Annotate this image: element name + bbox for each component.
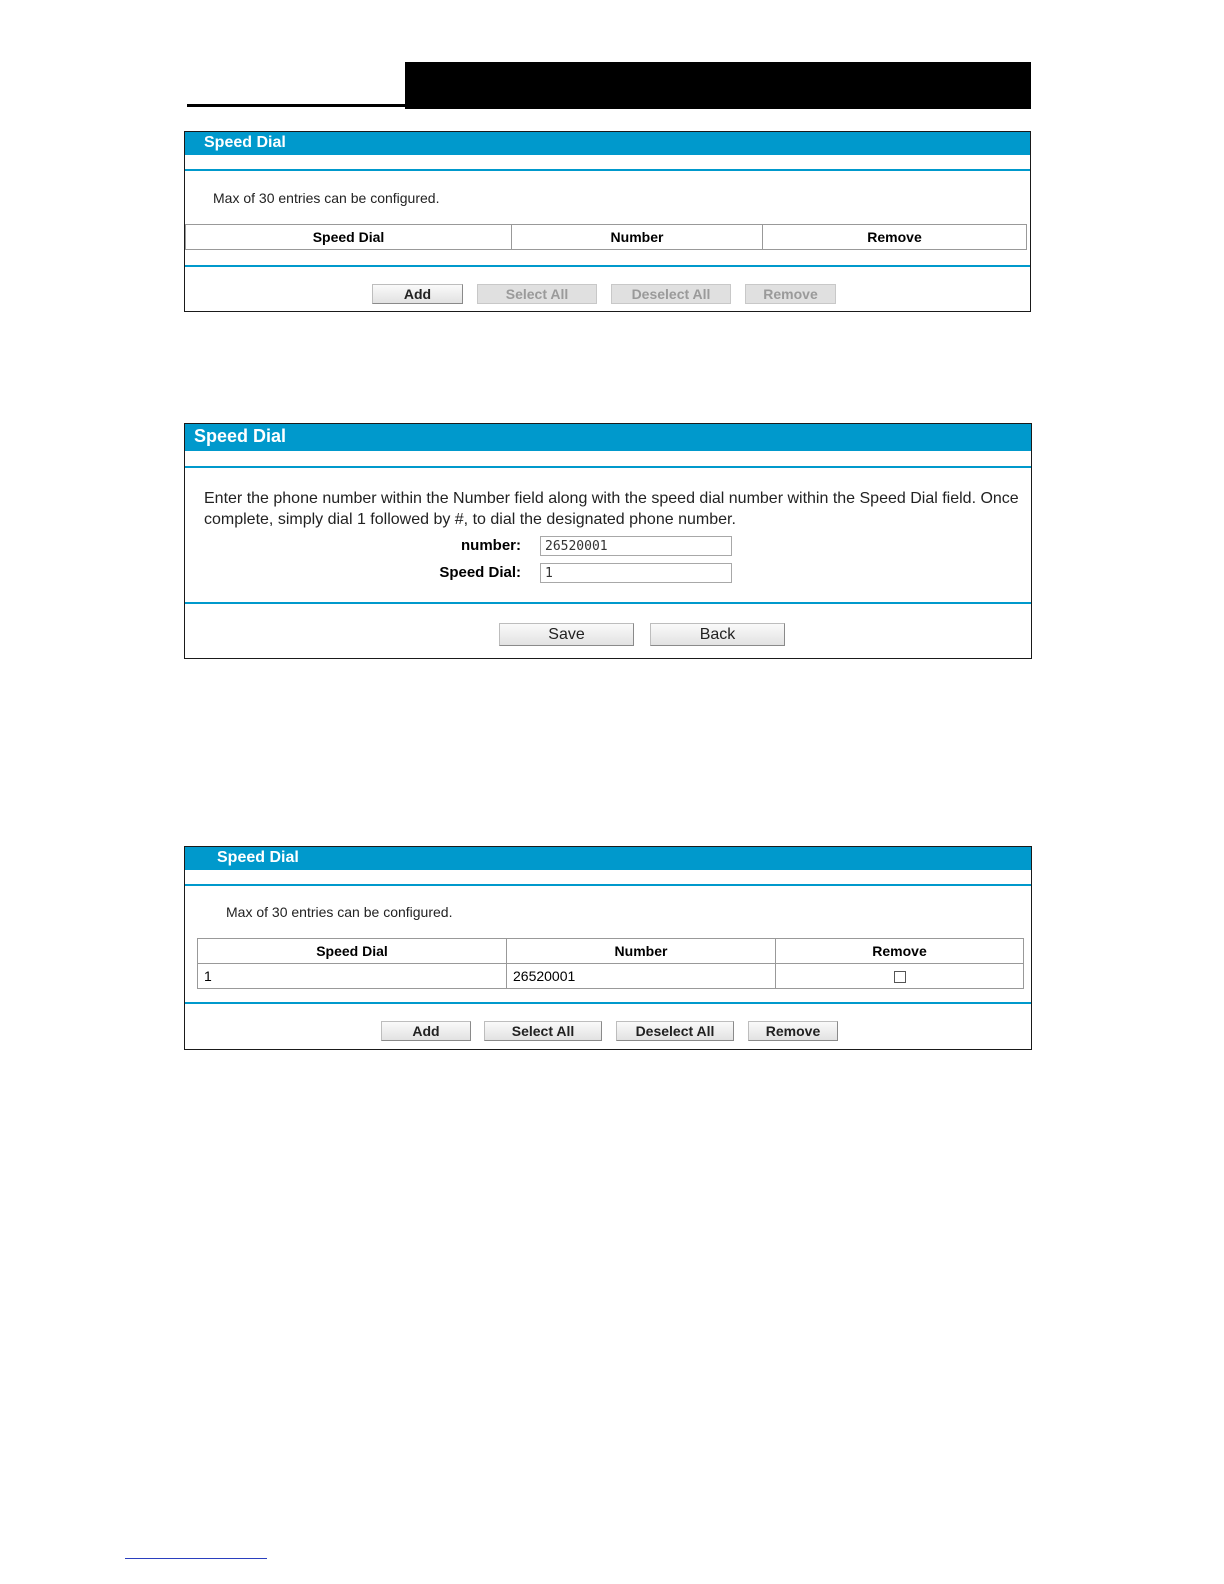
table-header-row [186, 225, 1027, 250]
instructions-line-1: Enter the phone number within the Number field along with the speed dial number within the Speed Dial field. Once [204, 490, 1019, 507]
header-rule [187, 104, 407, 107]
remove-cell [776, 964, 1024, 989]
speed-dial-panel-with-entry [184, 846, 1032, 1050]
remove-checkbox[interactable] [894, 971, 906, 983]
speed-dial-input[interactable] [540, 563, 732, 583]
speed-dial-table [197, 938, 1024, 989]
column-header-speed-dial: Speed Dial [186, 225, 512, 250]
speed-dial-cell: 1 [198, 964, 507, 989]
panel-divider [185, 1002, 1031, 1004]
panel-divider [185, 169, 1030, 171]
deselect-all-button[interactable]: Deselect All [611, 284, 731, 304]
table-header-row [198, 939, 1024, 964]
panel-title: Speed Dial [185, 132, 1030, 155]
panel-title: Speed Dial [185, 847, 1031, 870]
number-input[interactable] [540, 536, 732, 556]
instructions-line-2: complete, simply dial 1 followed by #, to dial the designated phone number. [204, 511, 736, 528]
column-header-number: Number [512, 225, 763, 250]
panel-divider [185, 265, 1030, 267]
speed-dial-panel-empty [184, 131, 1031, 312]
column-header-remove: Remove [776, 939, 1024, 964]
select-all-button[interactable]: Select All [477, 284, 597, 304]
column-header-speed-dial: Speed Dial [198, 939, 507, 964]
deselect-all-button[interactable]: Deselect All [616, 1021, 734, 1041]
number-label: number: [461, 537, 521, 554]
max-entries-note: Max of 30 entries can be configured. [213, 190, 440, 206]
speed-dial-label: Speed Dial: [439, 564, 521, 581]
speed-dial-table [185, 224, 1027, 250]
panel-divider [185, 602, 1031, 604]
panel-divider [185, 466, 1031, 468]
add-button[interactable]: Add [381, 1021, 471, 1041]
footer-link-underline [125, 1558, 267, 1559]
remove-button[interactable]: Remove [745, 284, 836, 304]
panel-title: Speed Dial [185, 424, 1031, 451]
column-header-remove: Remove [763, 225, 1027, 250]
save-button[interactable]: Save [499, 623, 634, 646]
max-entries-note: Max of 30 entries can be configured. [226, 904, 453, 920]
panel-divider [185, 884, 1031, 886]
back-button[interactable]: Back [650, 623, 785, 646]
remove-button[interactable]: Remove [748, 1021, 838, 1041]
table-row [198, 964, 1024, 989]
speed-dial-add-panel [184, 423, 1032, 659]
select-all-button[interactable]: Select All [484, 1021, 602, 1041]
add-button[interactable]: Add [372, 284, 463, 304]
column-header-number: Number [507, 939, 776, 964]
header-bar [405, 62, 1031, 109]
number-cell: 26520001 [507, 964, 776, 989]
